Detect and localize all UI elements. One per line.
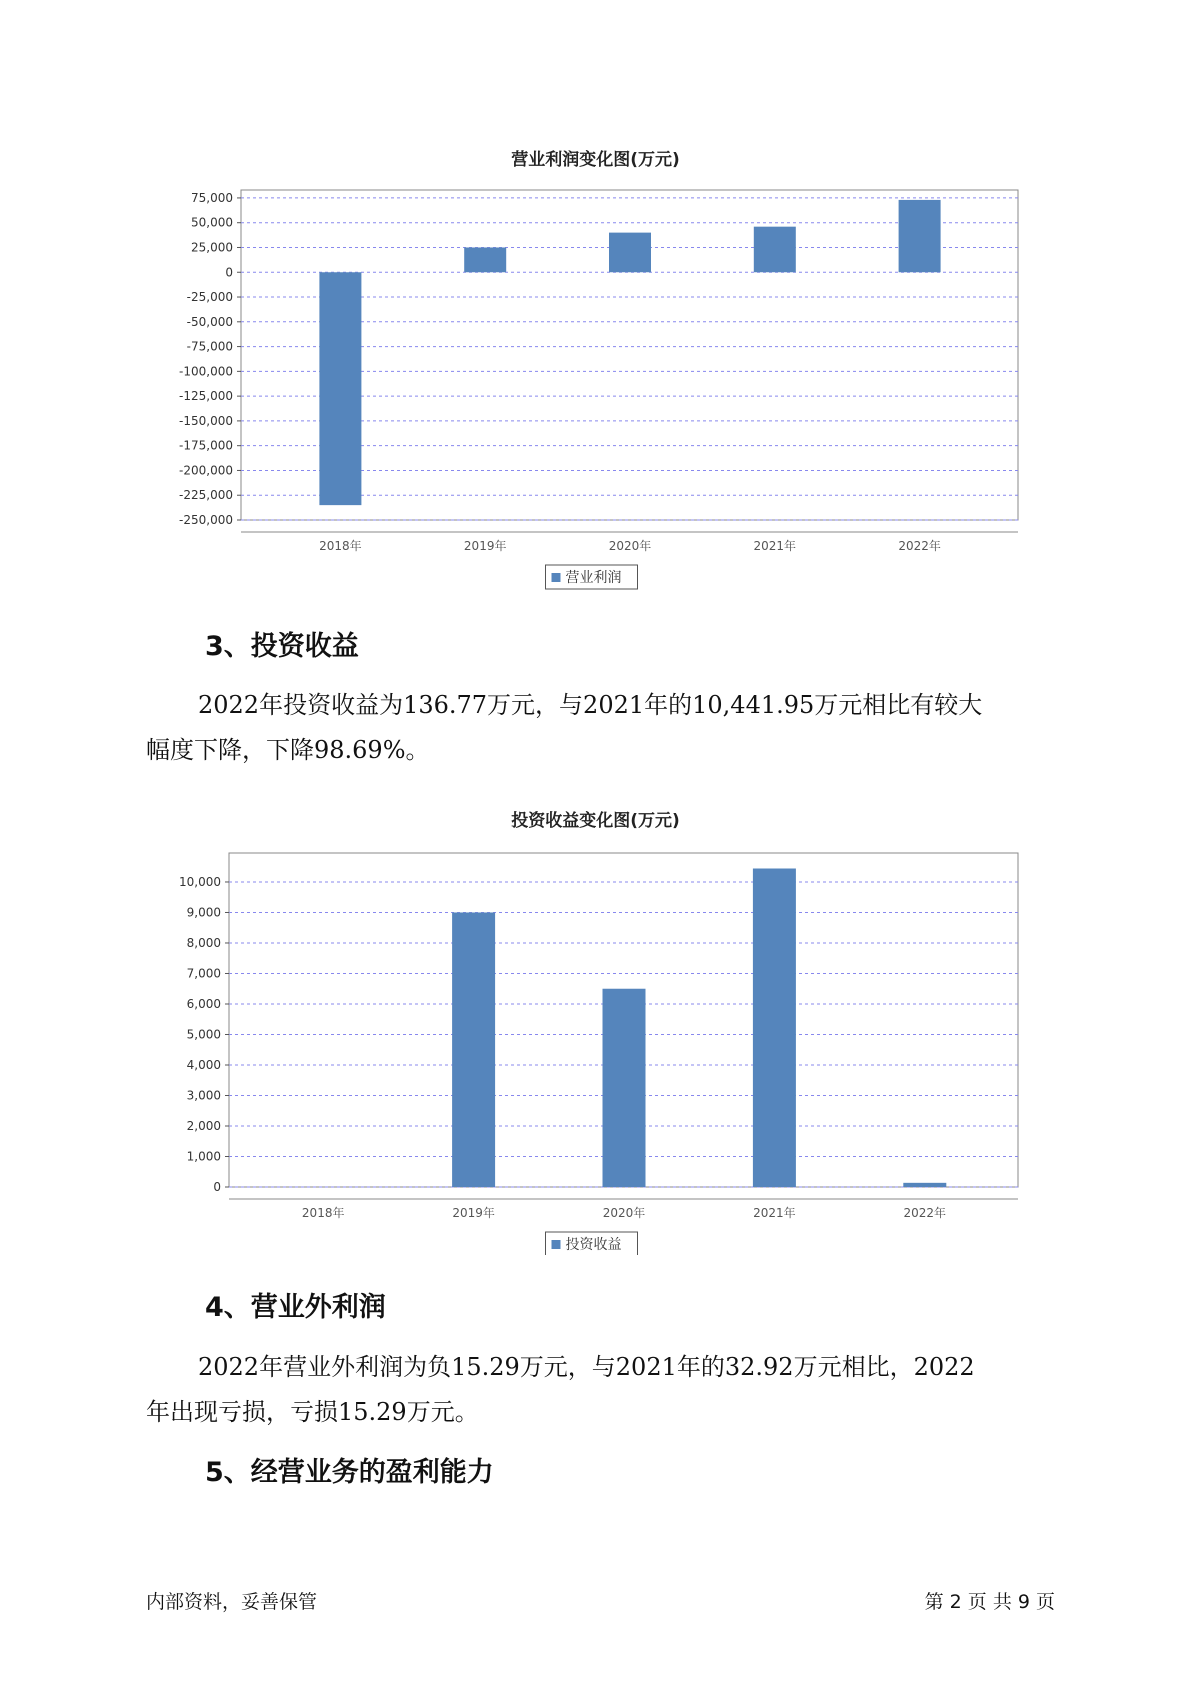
bar-2018年 — [319, 272, 361, 505]
section-heading-non-operating-profit: 4、营业外利润 — [205, 1292, 386, 1323]
footer-page-number: 第 2 页 共 9 页 — [924, 1591, 1055, 1613]
y-tick-label: 4,000 — [186, 1057, 221, 1072]
bar-2021年 — [753, 868, 796, 1187]
paragraph-line: 2022年营业外利润为负15.29万元，与2021年的32.92万元相比，2022 — [198, 1353, 975, 1381]
y-tick-label: 2,000 — [186, 1118, 221, 1133]
y-tick-label: -50,000 — [186, 314, 233, 329]
legend-swatch — [552, 573, 561, 582]
paragraph-non-operating-profit — [146, 1345, 1046, 1435]
x-tick-label: 2021年 — [753, 539, 797, 553]
y-tick-label: 25,000 — [191, 240, 233, 255]
chart2-title: 投资收益变化图(万元) — [511, 811, 680, 831]
y-tick-label: 1,000 — [186, 1149, 221, 1164]
y-tick-label: 0 — [213, 1180, 221, 1194]
y-tick-label: -100,000 — [179, 364, 233, 379]
x-tick-label: 2019年 — [452, 1206, 495, 1220]
y-tick-label: 8,000 — [186, 935, 221, 950]
operating-profit-chart — [0, 175, 1191, 595]
section-heading-investment-income: 3、投资收益 — [205, 631, 359, 662]
paragraph-line: 年出现亏损，亏损15.29万元。 — [146, 1398, 479, 1426]
y-tick-label: -75,000 — [186, 339, 233, 354]
y-tick-label: 75,000 — [191, 190, 233, 205]
paragraph-investment-income — [146, 683, 1046, 773]
y-tick-label: -25,000 — [186, 290, 233, 305]
footer-confidential-note: 内部资料，妥善保管 — [146, 1591, 318, 1613]
bar-2022年 — [899, 200, 941, 272]
y-tick-label: -225,000 — [179, 488, 233, 503]
y-tick-label: 5,000 — [186, 1027, 221, 1042]
legend-label: 营业利润 — [565, 570, 622, 586]
chart1-title: 营业利润变化图(万元) — [511, 150, 680, 170]
x-tick-label: 2020年 — [602, 1206, 646, 1220]
bar-2019年 — [452, 912, 495, 1187]
section-heading-operating-profitability: 5、经营业务的盈利能力 — [205, 1457, 494, 1488]
y-tick-label: 0 — [225, 265, 233, 280]
y-tick-label: 7,000 — [186, 966, 221, 981]
y-tick-label: -175,000 — [179, 438, 233, 453]
y-tick-label: -200,000 — [179, 463, 233, 478]
x-tick-label: 2018年 — [319, 539, 362, 553]
bar-2021年 — [754, 227, 796, 273]
y-tick-label: 9,000 — [186, 905, 221, 920]
paragraph-line: 幅度下降，下降98.69%。 — [146, 736, 430, 764]
legend-label: 投资收益 — [565, 1237, 622, 1253]
x-tick-label: 2018年 — [301, 1206, 345, 1220]
y-tick-label: -125,000 — [179, 389, 233, 404]
bar-2019年 — [464, 247, 506, 272]
y-tick-label: 10,000 — [179, 874, 221, 889]
x-tick-label: 2019年 — [463, 539, 507, 553]
x-tick-label: 2022年 — [903, 1206, 947, 1220]
legend-swatch — [552, 1240, 561, 1249]
investment-income-chart — [0, 835, 1191, 1255]
x-tick-label: 2022年 — [898, 539, 941, 553]
x-tick-label: 2021年 — [753, 1206, 796, 1220]
x-tick-label: 2020年 — [608, 539, 652, 553]
bar-2020年 — [609, 233, 651, 273]
y-tick-label: -250,000 — [179, 513, 233, 527]
y-tick-label: -150,000 — [179, 413, 233, 428]
y-tick-label: 3,000 — [186, 1088, 221, 1103]
bar-2020年 — [603, 989, 646, 1187]
paragraph-line: 2022年投资收益为136.77万元，与2021年的10,441.95万元相比有较大 — [198, 691, 983, 719]
y-tick-label: 50,000 — [191, 215, 233, 230]
y-tick-label: 6,000 — [186, 996, 221, 1011]
bar-2022年 — [903, 1183, 946, 1187]
